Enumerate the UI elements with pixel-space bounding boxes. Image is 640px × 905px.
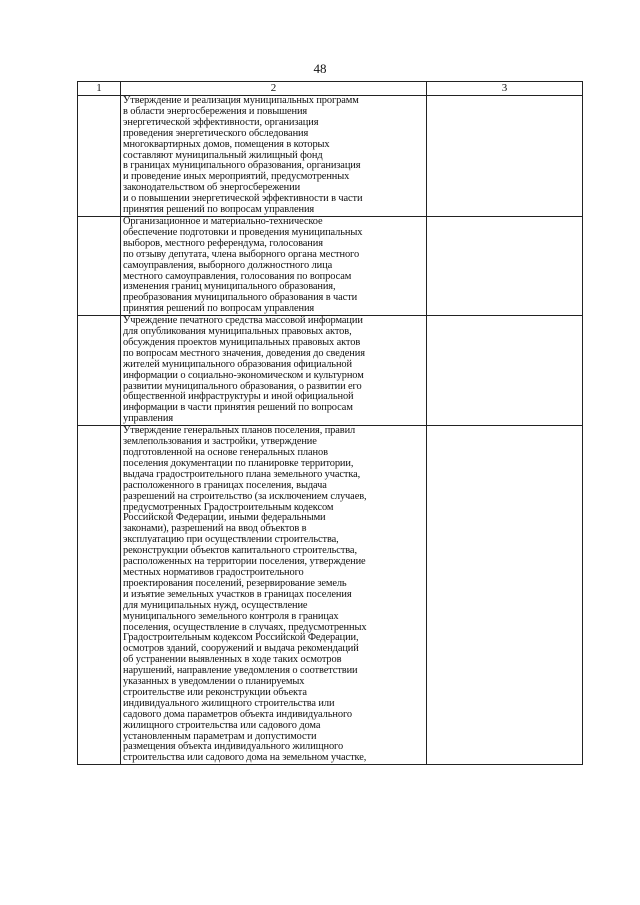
row-1-text: Утверждение и реализация муниципальных программ в области энергосбережения и повышения энергетической эффективности, организация проведения энергетического обследования многоквартирных домов, помещения в которых составляют муниципальный жилищный фонд в границах муниципального образования, организация и проведение иных мероприятий, предусмотренных законодательством об энергосбережении и о повышении энергетической эффективности в части принятия решений по вопросам управления	[123, 95, 363, 216]
table-row	[78, 216, 583, 315]
row-2-text: Организационное и материально-техническое обеспечение подготовки и проведения муниципальных выборов, местного референдума, голосования по отзыву депутата, члена выборного органа местного самоуправления, выборного должностного лица местного самоуправления, голосования по вопросам изменения границ муниципального образования, преобразования муниципального образования в части принятия решений по вопросам управления	[123, 215, 363, 315]
row-2-col-3	[427, 216, 583, 315]
column-header-3: 3	[427, 82, 583, 96]
row-3-col-3	[427, 316, 583, 426]
page-number: 48	[313, 61, 327, 76]
row-3-col-1	[78, 316, 121, 426]
row-3-text: Учреждение печатного средства массовой информации для опубликования муниципальных правовых актов, обсуждения проектов муниципальных правовых актов по вопросам местного значения, доведения до сведения жителей муниципального образования официальной информации о социально-экономическом и культурном развитии муниципального образования, о развитии его общественной инфраструктуры и иной официальной информации в части принятия решений по вопросам управления	[123, 315, 365, 425]
column-header-1: 1	[78, 82, 121, 96]
row-4-col-1	[78, 426, 121, 765]
table-header-row	[78, 82, 583, 96]
row-4-col-3	[427, 426, 583, 765]
column-header-2: 2	[121, 82, 427, 96]
table-row	[78, 426, 583, 765]
document-table	[77, 81, 583, 765]
row-2-col-1	[78, 216, 121, 315]
row-1-col-1	[78, 96, 121, 217]
table-row	[78, 96, 583, 217]
row-3-col-2	[121, 316, 427, 426]
row-1-col-3	[427, 96, 583, 217]
table-row	[78, 316, 583, 426]
row-4-col-2	[121, 426, 427, 765]
row-4-text: Утверждение генеральных планов поселения, правил землепользования и застройки, утверждение подготовленной на основе генеральных планов поселения документации по планировке территории, выдача градостроительного плана земельного участка, расположенного в границах поселения, выдача разрешений на строительство (за исключением случаев, предусмотренных Градостроительным кодексом Российской Федерации, иными федеральными законами), разрешений на ввод объектов в эксплуатацию при осуществлении строительства, реконструкции объектов капитального строительства, расположенных на территории поселения, утверждение местных нормативов градостроительного проектирования поселений, резервирование земель и изъятие земельных участков в границах поселения для муниципальных нужд, осуществление муниципального земельного контроля в границах поселения, осуществление в случаях, предусмотренных Градостроительным кодексом Российской Федерации, осмотров зданий, сооружений и выдача рекомендаций об устранении выявленных в ходе таких осмотров нарушений, направление уведомления о соответствии указанных в уведомлении о планируемых строительстве или реконструкции объекта индивидуального жилищного строительства или садового дома параметров объекта индивидуального жилищного строительства или садового дома установленным параметрам и допустимости размещения объекта индивидуального жилищного строительства или садового дома на земельном участке,	[123, 425, 367, 764]
row-1-col-2	[121, 96, 427, 217]
row-2-col-2	[121, 216, 427, 315]
